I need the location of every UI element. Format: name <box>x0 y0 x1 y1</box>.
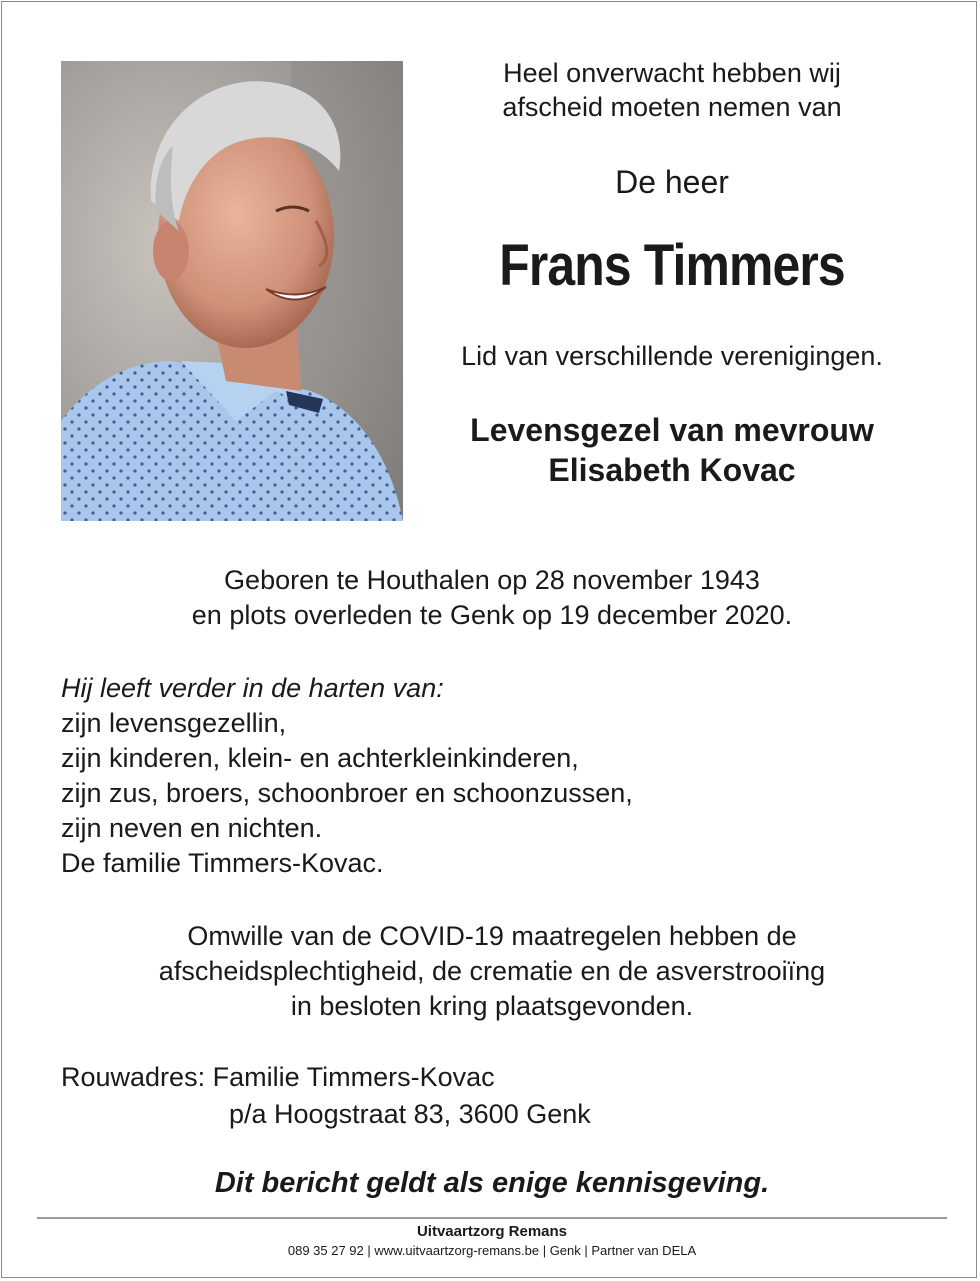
birth-death-text <box>2 563 980 633</box>
deceased-name: Frans Timmers <box>499 233 845 298</box>
death-line: en plots overleden te Genk op 19 december 2020. <box>191 600 793 630</box>
address-line-2: p/a Hoogstraat 83, 3600 Genk <box>229 1099 591 1129</box>
intro-line-2: afscheid moeten nemen van <box>502 92 842 122</box>
notice-text: Dit bericht geldt als enige kennisgeving. <box>214 1167 770 1199</box>
intro-text <box>422 56 922 124</box>
partner-line-1: Levensgezel van mevrouw <box>470 412 874 448</box>
covid-notice <box>2 919 980 1024</box>
footer-divider <box>37 1217 947 1219</box>
salutation: De heer <box>615 164 729 200</box>
address-line-1: Rouwadres: Familie Timmers-Kovac <box>61 1062 495 1092</box>
survivors-item: zijn kinderen, klein- en achterkleinkinderen, <box>61 743 579 773</box>
survivors-item: zijn levensgezellin, <box>61 708 287 738</box>
funeral-home-name: Uitvaartzorg Remans <box>416 1223 568 1240</box>
portrait-photo <box>61 61 403 521</box>
covid-line-1: Omwille van de COVID-19 maatregelen hebben de <box>187 921 797 951</box>
partner-line-2: Elisabeth Kovac <box>548 452 796 488</box>
membership-text: Lid van verschillende verenigingen. <box>461 341 883 371</box>
intro-line-1: Heel onverwacht hebben wij <box>503 58 841 88</box>
covid-line-2: afscheidsplechtigheid, de crematie en de asverstrooiïng <box>158 956 826 986</box>
survivors-item: zijn neven en nichten. <box>61 813 323 843</box>
birth-line: Geboren te Houthalen op 28 november 1943 <box>224 565 760 595</box>
mourning-address <box>61 1059 591 1133</box>
survivors-heading: Hij leeft verder in de harten van: <box>61 673 444 703</box>
funeral-home-info: 089 35 27 92 | www.uitvaartzorg-remans.be | Genk | Partner van DELA <box>287 1243 697 1258</box>
survivors-list <box>61 671 633 881</box>
survivors-item: zijn zus, broers, schoonbroer en schoonzussen, <box>61 778 633 808</box>
portrait-image <box>61 61 403 521</box>
partner-text <box>422 410 922 490</box>
survivors-item: De familie Timmers-Kovac. <box>61 848 384 878</box>
covid-line-3: in besloten kring plaatsgevonden. <box>290 991 694 1021</box>
obituary-card <box>1 1 977 1278</box>
